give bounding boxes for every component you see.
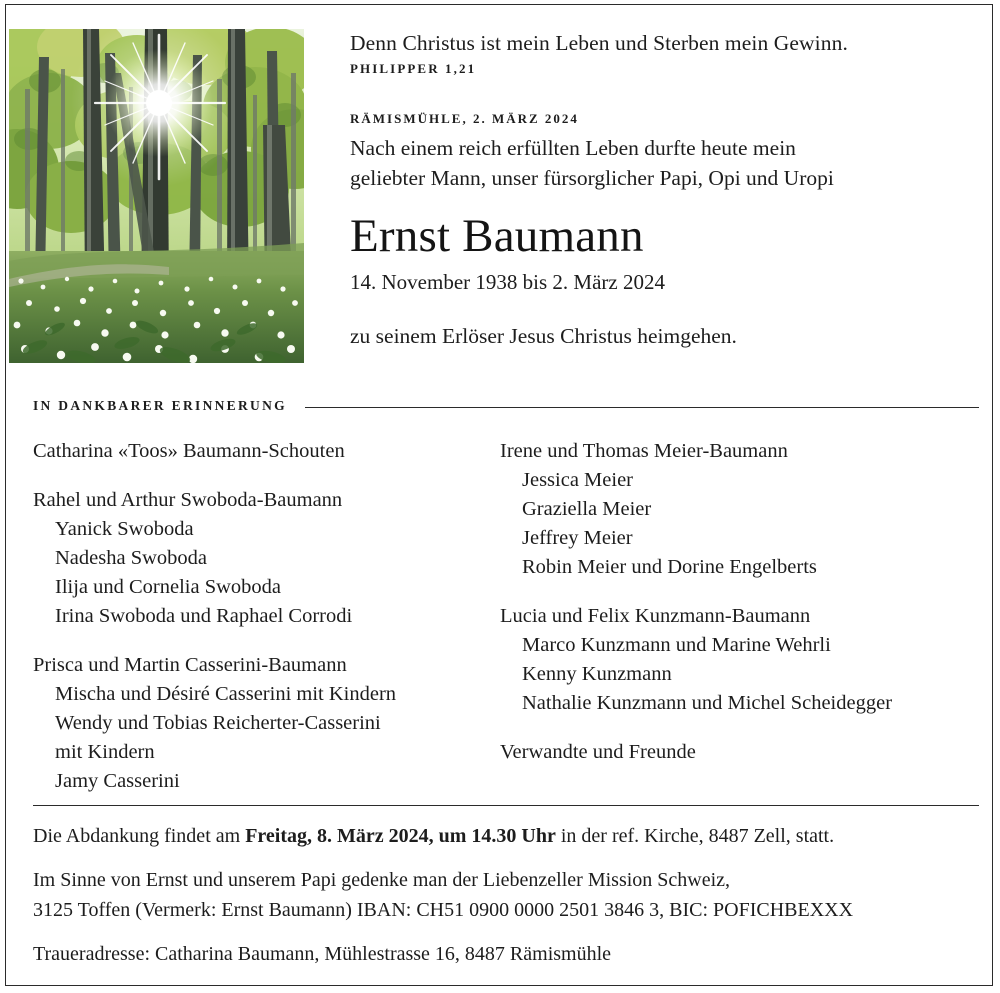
service-text-post: in der ref. Kirche, 8487 Zell, statt. [555,825,835,847]
family-member-name: Jamy Casserini [55,770,180,792]
family-column-left [33,437,495,796]
family-member-name: Jessica Meier [522,469,633,491]
memoriam-heading-row [33,398,979,414]
family-group [500,437,962,582]
mourning-address-block [33,939,983,969]
service-datetime: Freitag, 8. März 2024, um 14.30 Uhr [245,825,556,847]
family-head-name: Verwandte und Freunde [500,741,696,763]
deceased-name: Ernst Baumann [350,210,644,262]
family-head-name: Irene und Thomas Meier-Baumann [500,440,788,462]
family-member-name: Wendy und Tobias Reicherter-Casserini [55,712,381,734]
family-group [500,602,962,718]
family-member-name: Irina Swoboda und Raphael Corrodi [55,605,353,627]
footer-block [33,821,983,969]
forest-photo-graphic [9,29,304,363]
family-group [33,437,495,466]
intro-text-column [350,29,980,350]
family-member-name: Jeffrey Meier [522,527,633,549]
family-head-name: Rahel und Arthur Swoboda-Baumann [33,489,343,511]
family-group [500,738,962,767]
life-dates: 14. November 1938 bis 2. März 2024 [350,270,665,294]
intro-paragraph [350,133,980,193]
forest-photo [9,29,304,363]
family-member-name: Kenny Kunzmann [522,663,672,685]
family-head-name: Lucia und Felix Kunzmann-Baumann [500,605,811,627]
family-member-name: Nadesha Swoboda [55,547,208,569]
family-member-name: Graziella Meier [522,498,652,520]
obituary-notice [5,4,993,986]
family-member-name: Robin Meier und Dorine Engelberts [522,556,817,578]
family-columns [33,437,979,796]
family-group [33,486,495,631]
intro-line-1: Nach einem reich erfüllten Leben durfte heute mein [350,136,796,160]
family-member-name: Nathalie Kunzmann und Michel Scheidegger [522,692,893,714]
family-member-name: Ilija und Cornelia Swoboda [55,576,282,598]
memoriam-heading: IN DANKBARER ERINNERUNG [33,398,287,413]
intro-line-2: geliebter Mann, unser fürsorglicher Papi, Opi und Uropi [350,166,834,190]
closing-sentence: zu seinem Erlöser Jesus Christus heimgehen. [350,324,737,348]
family-member-name: mit Kindern [55,741,155,763]
donation-line-1: Im Sinne von Ernst und unserem Papi gedenke man der Liebenzeller Mission Schweiz, [33,869,731,891]
bible-verse: Denn Christus ist mein Leben und Sterben mein Gewinn. [350,31,848,55]
memoriam-divider [305,407,979,408]
family-head-name: Prisca und Martin Casserini-Baumann [33,654,347,676]
service-text-pre: Die Abdankung findet am [33,825,246,847]
mourning-address: Traueradresse: Catharina Baumann, Mühlestrasse 16, 8487 Rämismühle [33,943,612,965]
family-member-name: Marco Kunzmann und Marine Wehrli [522,634,831,656]
family-head-name: Catharina «Toos» Baumann-Schouten [33,440,345,462]
family-member-name: Yanick Swoboda [55,518,194,540]
service-info-block [33,821,983,851]
bible-verse-source: PHILIPPER 1,21 [350,61,477,76]
donation-block [33,865,983,925]
donation-line-2: 3125 Toffen (Vermerk: Ernst Baumann) IBAN: CH51 0900 0000 2501 3846 3, BIC: POFICHBEXXX [33,899,854,921]
footer-divider [33,805,979,806]
family-column-right [500,437,962,796]
service-info [33,821,983,851]
family-member-name: Mischa und Désiré Casserini mit Kindern [55,683,397,705]
family-group [33,651,495,796]
place-and-date: RÄMISMÜHLE, 2. MÄRZ 2024 [350,111,579,126]
